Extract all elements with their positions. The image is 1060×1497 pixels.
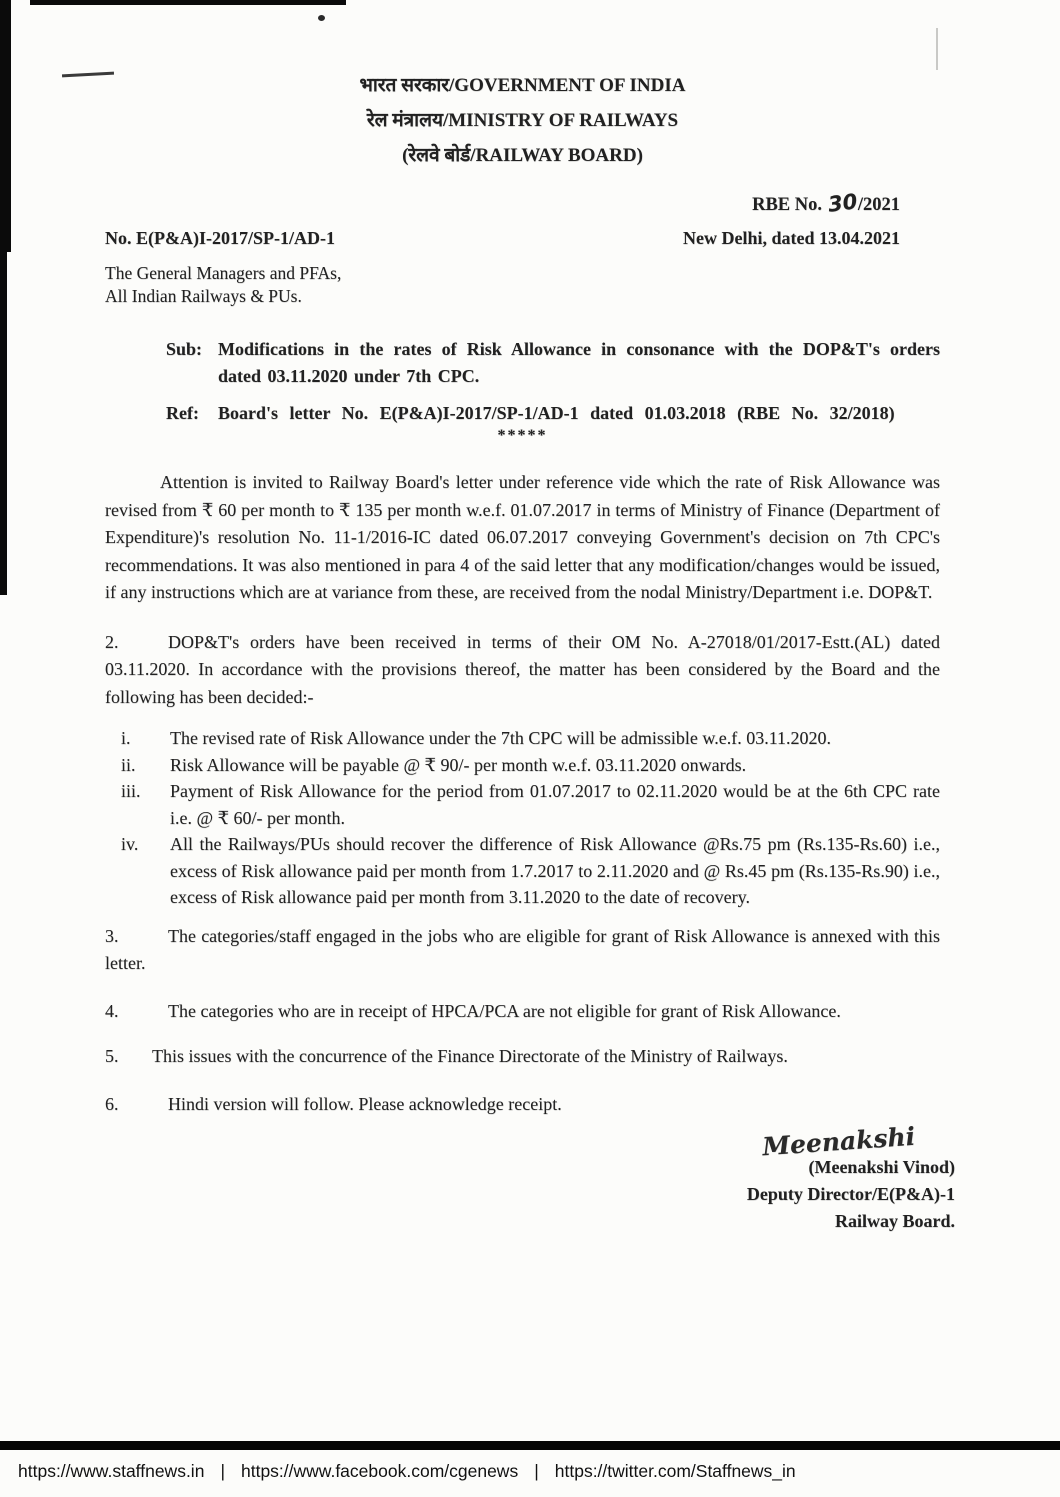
letterhead-ministry-line: रेल मंत्रालय/MINISTRY OF RAILWAYS <box>366 110 679 131</box>
addressee-line-1: The General Managers and PFAs, <box>105 263 342 283</box>
decision-text: Payment of Risk Allowance for the period from 01.07.2017 to 02.11.2020 would be at the 6th CPC rate i.e. @ ₹ 60/- per month. <box>170 781 940 828</box>
paragraph-6-text: Hindi version will follow. Please acknowledge receipt. <box>168 1093 562 1114</box>
subject-label: Sub: <box>166 339 203 359</box>
footer-links <box>18 1459 1048 1483</box>
paragraph-2-text: DOP&T's orders have been received in terms of their OM No. A-27018/01/2017-Estt.(AL) dated 03.11.2020. In accordance with the provisions thereof, the matter has been considered by the Board and the following has been decided:- <box>105 631 940 707</box>
footer-separator: | <box>220 1461 225 1481</box>
rbe-number-handwritten: 30 <box>826 189 859 217</box>
decision-marker: ii. <box>121 754 136 775</box>
paragraph-6-number: 6. <box>105 1093 119 1114</box>
subject-text: Modifications in the rates of Risk Allowance in consonance with the DOP&T's orders dated 03.11.2020 under 7th CPC. <box>218 339 940 386</box>
footer-link-twitter: https://twitter.com/Staffnews_in <box>554 1461 796 1481</box>
paragraph-4-text: The categories who are in receipt of HPCA/PCA are not eligible for grant of Risk Allowance. <box>168 1000 841 1021</box>
signature-handwritten: Meenakshi <box>761 1121 917 1162</box>
paragraph-2-number: 2. <box>105 631 119 652</box>
reference-text: Board's letter No. E(P&A)I-2017/SP-1/AD-1 dated 01.03.2018 (RBE No. 32/2018) <box>218 403 895 423</box>
paragraph-3-text: The categories/staff engaged in the jobs who are eligible for grant of Risk Allowance is annexed with this letter. <box>105 925 940 973</box>
paragraph-4-number: 4. <box>105 1000 119 1021</box>
separator-stars: ***** <box>497 427 548 444</box>
decision-item-i <box>105 725 940 752</box>
paragraph-5-text: This issues with the concurrence of the Finance Directorate of the Ministry of Railways. <box>152 1046 788 1066</box>
paragraph-2 <box>105 629 940 712</box>
footer-link-staffnews: https://www.staffnews.in <box>18 1461 205 1481</box>
letterhead-government-line: भारत सरकार/GOVERNMENT OF INDIA <box>359 75 686 96</box>
rbe-year: /2021 <box>857 195 900 215</box>
signatory-designation: Deputy Director/E(P&A)-1 <box>746 1184 955 1204</box>
decision-text: Risk Allowance will be payable @ ₹ 90/- per month w.e.f. 03.11.2020 onwards. <box>170 754 747 775</box>
decision-marker: iii. <box>121 781 141 801</box>
decision-item-ii <box>105 752 940 779</box>
footer-link-facebook: https://www.facebook.com/cgenews <box>240 1461 519 1481</box>
decision-list <box>105 725 940 911</box>
decision-marker: iv. <box>121 834 139 854</box>
scan-artifact-left-bar <box>0 0 11 252</box>
decision-text: The revised rate of Risk Allowance under the 7th CPC will be admissible w.e.f. 03.11.2020. <box>170 728 832 748</box>
decision-item-iii <box>105 778 940 831</box>
letter-content <box>105 0 955 1235</box>
letterhead <box>105 0 940 168</box>
paragraph-4 <box>105 998 940 1026</box>
paragraph-6 <box>105 1091 940 1119</box>
rbe-label: RBE No. <box>752 195 822 215</box>
footer-divider-bar <box>0 1441 1060 1450</box>
footer-separator: | <box>534 1461 539 1481</box>
paragraph-3-number: 3. <box>105 925 119 946</box>
reference-block <box>166 400 940 427</box>
letterhead-board-line: (रेलवे बोर्ड/RAILWAY BOARD) <box>402 145 643 166</box>
addressee-line-2: All Indian Railways & PUs. <box>105 286 302 306</box>
rbe-number-line <box>105 190 940 218</box>
paragraph-5-number: 5. <box>105 1046 119 1066</box>
place-and-date: New Delhi, dated 13.04.2021 <box>683 228 900 248</box>
subject-block <box>166 336 940 390</box>
paragraph-5 <box>105 1043 940 1071</box>
scan-artifact-left-bar-lower <box>0 252 7 595</box>
file-number-and-date-row <box>105 226 940 250</box>
paragraph-3 <box>105 923 940 978</box>
file-number: No. E(P&A)I-2017/SP-1/AD-1 <box>105 228 335 248</box>
addressee-block <box>105 262 940 308</box>
signatory-name: (Meenakshi Vinod) <box>808 1157 955 1177</box>
decision-item-iv <box>105 831 940 911</box>
reference-label: Ref: <box>166 403 199 423</box>
decision-marker: i. <box>121 728 131 748</box>
decision-text: All the Railways/PUs should recover the difference of Risk Allowance @Rs.75 pm (Rs.135-Rs.60) i.e., excess of Risk allowance paid per month from 1.7.2017 to 2.11.2020 and @ Rs.45 pm (Rs.135-Rs.90) i.e., excess of Risk allowance paid per month from 3.11.2020 to the date of recovery. <box>170 834 940 907</box>
paragraph-1: Attention is invited to Railway Board's letter under reference vide which the rate of Risk Allowance was revised from ₹ 60 per month to ₹ 135 per month w.e.f. 01.07.2017 in terms of Ministry of Finance (Department of Expenditure)'s resolution No. 11-1/2016-IC dated 06.07.2017 conveying Government's decision on 7th CPC's recommendations. It was also mentioned in para 4 of the said letter that any modification/changes would be issued, if any instructions which are at variance from these, are received from the nodal Ministry/Department i.e. DOP&T. <box>105 472 940 602</box>
signatory-organization: Railway Board. <box>834 1211 955 1231</box>
